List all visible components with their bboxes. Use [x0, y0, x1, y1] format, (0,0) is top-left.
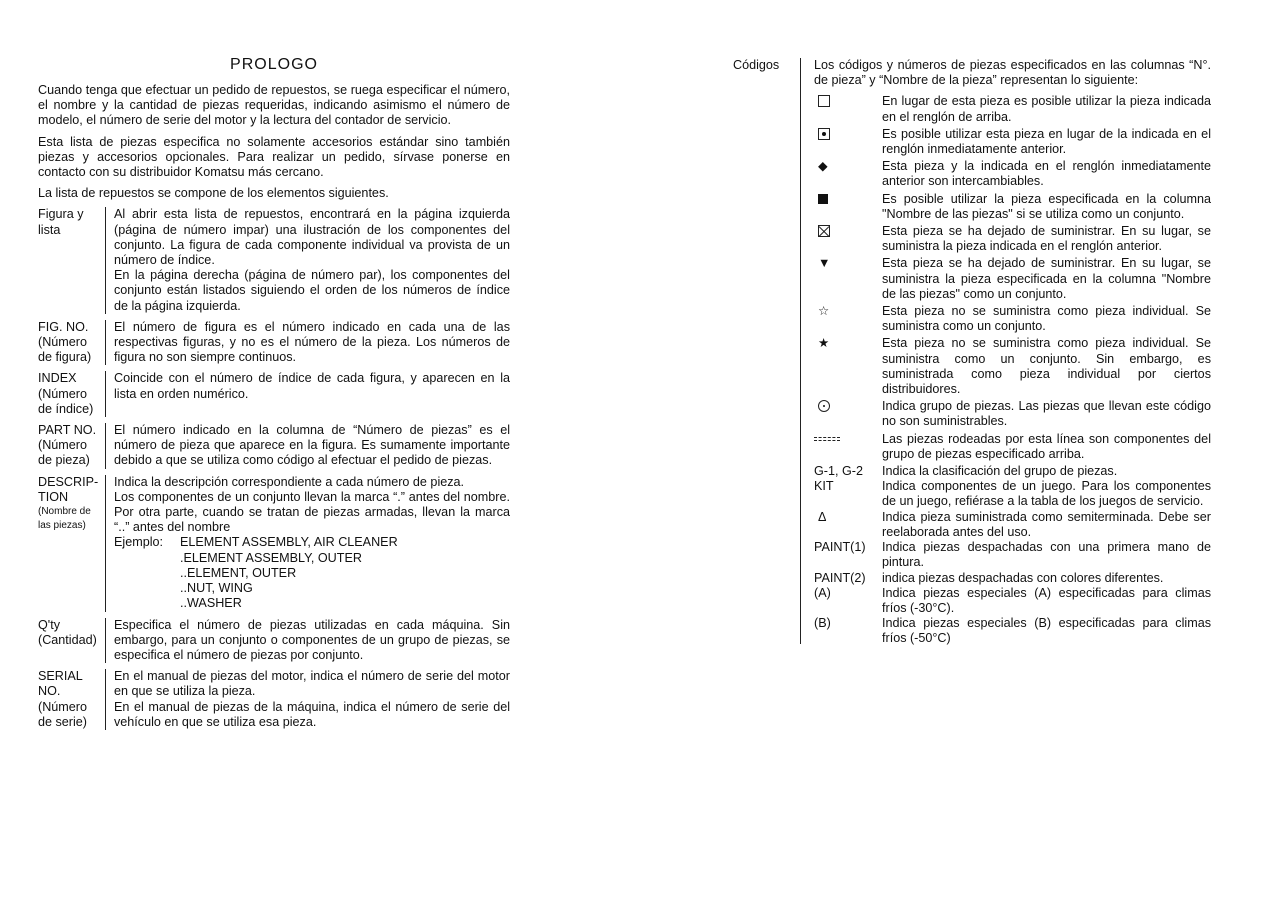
box-icon — [818, 95, 830, 107]
section-label: INDEX (Número de índice) — [38, 371, 94, 416]
code-row: PAINT(2) indica piezas despachadas con colores diferentes. — [814, 570, 1164, 585]
codes-intro: Los códigos y números de piezas especificados en las columnas “N°. de pieza” y “Nombre de la pieza” representan lo siguiente: — [814, 58, 1211, 88]
codes-label: Códigos — [733, 58, 780, 72]
x-box-icon — [818, 225, 830, 237]
code-row: (B) Indica piezas especiales (B) especificadas para climas fríos (-50°C) — [814, 616, 1211, 646]
section-index — [38, 371, 510, 417]
dot-circle-icon — [818, 400, 830, 412]
code-row: Las piezas rodeadas por esta línea son componentes del grupo de piezas especificado arriba. — [814, 432, 1211, 462]
section-figura-lista — [38, 207, 510, 313]
code-row: ◆ Esta pieza y la indicada en el renglón inmediatamente anterior son intercambiables. — [814, 159, 1211, 189]
section-label: SERIAL NO. (Número de serie) — [38, 669, 87, 729]
code-row: Esta pieza se ha dejado de suministrar. En su lugar, se suministra la pieza indicada en el renglón anterior. — [814, 224, 1211, 254]
code-row: KIT Indica componentes de un juego. Para los componentes de un juego, refiérase a la tabla de los juegos de servicio. — [814, 479, 1211, 509]
section-text: Indica la descripción correspondiente a cada número de pieza. Los componentes de un conjunto llevan la marca “.” antes del nombre. Por otra parte, cuando se tratan de piezas armadas, llevan la marca “..” antes del nombre Ejemplo: ELEMENT ASSEMBLY, AIR CLEANER .ELEMENT ASSEMBLY, OUTER ..ELEMENT, OUTER ..NUT, WING ..WASHER — [105, 475, 510, 612]
code-row: ☆ Esta pieza no se suministra como pieza individual. Se suministra como un conjunto. — [814, 304, 1211, 334]
code-row: Es posible utilizar esta pieza en lugar de la indicada en el renglón inmediatamente anterior. — [814, 127, 1211, 157]
dot-box-icon — [818, 128, 830, 140]
page-title: PROLOGO — [230, 56, 318, 73]
right-column — [733, 58, 1211, 644]
intro-paragraph: Cuando tenga que efectuar un pedido de repuestos, se ruega especificar el número, el nombre y la cantidad de piezas requeridas, indicando asimismo el número de modelo, el número de serie del motor y la lectura del contador de servicio. — [38, 83, 510, 128]
section-label: Figura y lista — [38, 207, 84, 237]
example-lines: ELEMENT ASSEMBLY, AIR CLEANER .ELEMENT ASSEMBLY, OUTER ..ELEMENT, OUTER ..NUT, WING ..WASHER — [180, 535, 398, 611]
left-column — [38, 56, 510, 736]
code-row: ★ Esta pieza no se suministra como pieza individual. Se suministra como un conjunto. Sin embargo, es suministrada como pieza individual por ciertos distribuidores. — [814, 336, 1211, 397]
intro-paragraph: Esta lista de piezas especifica no solamente accesorios estándar sino también piezas y accesorios opcionales. Para realizar un pedido, sírvase ponerse en contacto con su distribuidor Komatsu más cercano. — [38, 134, 510, 180]
section-label: Q'ty (Cantidad) — [38, 617, 97, 647]
diamond-icon: ◆ — [818, 159, 828, 174]
example-block: Ejemplo: ELEMENT ASSEMBLY, AIR CLEANER .ELEMENT ASSEMBLY, OUTER ..ELEMENT, OUTER ..NUT, WING ..WASHER — [114, 535, 398, 611]
section-text: Especifica el número de piezas utilizadas en cada máquina. Sin embargo, para un conjunto o componentes de un grupo de piezas, se especifica el número de piezas por conjunto. — [105, 618, 510, 664]
star-filled-icon: ★ — [818, 336, 830, 351]
code-row: Δ Indica pieza suministrada como semiterminada. Debe ser reelaborada antes del uso. — [818, 509, 1211, 539]
section-text: Coincide con el número de índice de cada figura, y aparecen en la lista en orden numérico. — [105, 371, 510, 417]
section-label: FIG. NO. (Número de figura) — [38, 319, 92, 365]
section-text: En el manual de piezas del motor, indica el número de serie del motor en que se utiliza la pieza. En el manual de piezas de la máquina, indica el número de serie del vehículo en que se utiliza esa pieza. — [105, 669, 510, 730]
section-serial-no — [38, 669, 510, 730]
intro-paragraph: La lista de repuestos se compone de los elementos siguientes. — [38, 186, 389, 201]
section-text: El número indicado en la columna de “Número de piezas” es el número de pieza que aparece en la figura. Es sumamente importante debido a que se utiliza como código al efectuar el pedido de piezas. — [105, 423, 510, 469]
code-row: Indica grupo de piezas. Las piezas que llevan este código no son suministrables. — [814, 399, 1211, 429]
dashed-line-icon — [814, 437, 840, 441]
code-row: (A) Indica piezas especiales (A) especificadas para climas fríos (-30°C). — [814, 585, 1211, 615]
section-label: PART NO. (Número de pieza) — [38, 423, 97, 468]
section-text: El número de figura es el número indicado en cada una de las respectivas figuras, y no es el número de la pieza. Los números de figura no son siempre continuos. — [105, 320, 510, 366]
star-outline-icon: ☆ — [818, 304, 830, 319]
code-row: PAINT(1) Indica piezas despachadas con una primera mano de pintura. — [814, 540, 1211, 570]
codes-section — [733, 58, 1211, 644]
codes-body — [800, 58, 1211, 644]
section-description — [38, 475, 510, 612]
section-list — [38, 207, 510, 730]
code-row: ▼ Esta pieza se ha dejado de suministrar. En su lugar, se suministra la pieza especificada en la columna "Nombre de las piezas" como un conjunto. — [814, 256, 1211, 302]
filled-box-icon — [818, 194, 828, 204]
section-qty — [38, 618, 510, 664]
section-text: Al abrir esta lista de repuestos, encontrará en la página izquierda (página de número impar) una ilustración de los componentes del conjunto. La figura de cada componente individual va provista de un número de índice. En la página derecha (página de número par), los componentes del conjunto están listados siguiendo el orden de los números de índice de la página izquierda. — [105, 207, 510, 313]
section-part-no — [38, 423, 510, 469]
triangle-down-icon: ▼ — [818, 256, 831, 271]
section-label: DESCRIP- TION (Nombre de las piezas) — [38, 474, 99, 532]
code-row: Es posible utilizar la pieza especificada en la columna "Nombre de las piezas" si se utiliza como un conjunto. — [814, 192, 1211, 222]
code-row: G-1, G-2 Indica la clasificación del grupo de piezas. — [814, 464, 1118, 479]
code-row: En lugar de esta pieza es posible utilizar la pieza indicada en el renglón de arriba. — [814, 94, 1211, 124]
section-fig-no — [38, 320, 510, 366]
